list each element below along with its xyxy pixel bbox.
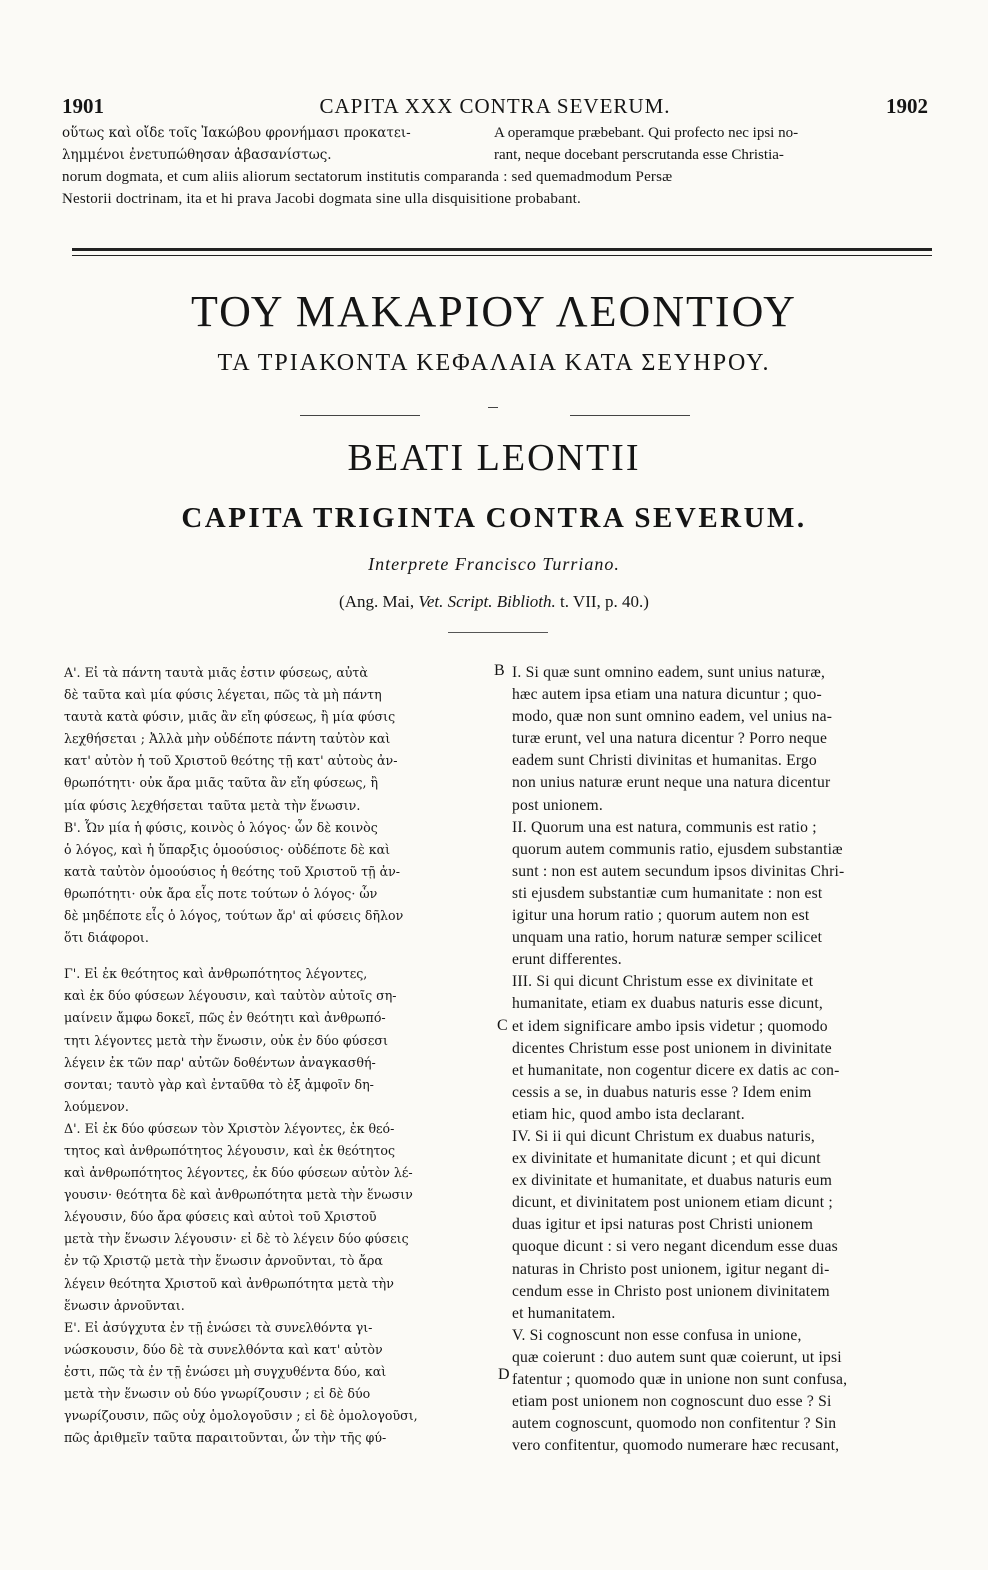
greek-line: τητος καὶ ἀνθρωπότητος λέγουσιν, καὶ ἐκ θεότητος — [64, 1142, 396, 1158]
greek-text-line: οὕτως καὶ οἴδε τοῖς Ἰακώβου φρονήμασι προκατει- — [62, 125, 411, 141]
greek-line: λέγειν ἐκ τῶν παρ' αὐτῶν δοθέντων ἀναγκασθή- — [64, 1054, 376, 1070]
running-title: CAPITA XXX CONTRA SEVERUM. — [319, 94, 671, 118]
latin-line: sunt : non est autem secundum ipsos divinitas Chri- — [512, 862, 845, 880]
greek-line: ἐν τῷ Χριστῷ μετὰ τὴν ἕνωσιν ἀρνοῦνται, τὸ ἄρα — [64, 1253, 383, 1269]
greek-line: λούμενον. — [64, 1098, 129, 1114]
margin-marker-c: C — [497, 1017, 508, 1034]
latin-line: etiam post unionem non cognoscunt duo esse ? Si — [512, 1393, 832, 1411]
greek-line: Α'. Εἰ τὰ πάντη ταυτὰ μιᾶς ἐστιν φύσεως, αὐτὰ — [64, 665, 368, 680]
latin-line: non unius naturæ erunt neque una natura dicentur — [512, 774, 831, 792]
greek-line: τητι λέγοντες μετὰ τὴν ἕνωσιν, οὐκ ἐν δύο φύσεσι — [64, 1032, 388, 1048]
greek-line: μετὰ τὴν ἕνωσιν λέγουσιν· εἰ δὲ τὸ λέγειν δύο φύσεις — [64, 1231, 409, 1247]
latin-line: dicunt, et divinitatem post unionem etiam dicunt ; — [512, 1194, 833, 1212]
left-page-number: 1901 — [62, 94, 104, 118]
greek-line: καὶ ἐκ δύο φύσεων λέγουσιν, καὶ ταὐτὸν αὐτοῖς ση- — [64, 988, 397, 1004]
greek-line: σονται; ταυτὸ γὰρ καὶ ἐνταῦθα τὸ ἐξ ἀμφοῖν δη- — [64, 1076, 374, 1092]
continuation-row — [62, 122, 928, 144]
source-citation — [0, 592, 988, 612]
greek-paragraph — [64, 817, 490, 950]
latin-line: unquam una ratio, horum naturæ semper scilicet — [512, 929, 823, 947]
margin-marker-b: B — [494, 662, 505, 679]
latin-text-line: A operamque præbebant. Qui profecto nec ipsi no- — [494, 125, 799, 141]
greek-line: λέγουσιν, δύο ἄρα φύσεις καὶ αὐτοὶ τοῦ Χριστοῦ — [64, 1209, 377, 1225]
latin-line: humanitate, etiam ex duabus naturis esse dicunt, — [512, 995, 823, 1013]
greek-text-line: λημμένοι ἐνετυπώθησαν ἀβασανίστως. — [62, 147, 332, 163]
latin-paragraph — [512, 1325, 932, 1458]
latin-line: quorum autem communis ratio, ejusdem substantiæ — [512, 840, 843, 858]
greek-line: δὲ ταῦτα καὶ μία φύσις λέγεται, πῶς τὰ μὴ πάντη — [64, 687, 382, 703]
latin-line: quoque dicunt : si vero negant dicendum esse duas — [512, 1238, 838, 1256]
margin-marker-d: D — [498, 1366, 510, 1383]
source-work: Vet. Script. Biblioth. — [418, 592, 556, 611]
greek-line: μαίνειν ἄμφω δοκεῖ, πῶς ἐν θεότητι καὶ ἀνθρωπό- — [64, 1010, 386, 1026]
latin-line: cessis a se, in duabus naturis esse ? Idem enim — [512, 1083, 812, 1101]
latin-line: I. Si quæ sunt omnino eadem, sunt unius naturæ, — [512, 664, 826, 681]
latin-text-line: rant, neque docebant perscrutanda esse Christia- — [494, 147, 784, 163]
latin-line: turæ erunt, vel una natura dicentur ? Porro neque — [512, 730, 828, 748]
latin-subtitle: CAPITA TRIGINTA CONTRA SEVERUM. — [181, 502, 807, 534]
greek-line: νώσκουσιν, δύο δὲ τὰ συνελθόντα καὶ κατ' αὐτὸν — [64, 1341, 383, 1357]
section-divider — [72, 248, 932, 251]
greek-title: ΤΟΥ ΜΑΚΑΡΙΟΥ ΛΕΟΝΤΙΟΥ — [191, 287, 797, 336]
greek-line: μετὰ τὴν ἕνωσιν οὐ δύο γνωρίζουσιν ; εἰ δὲ δύο — [64, 1386, 371, 1401]
greek-line: γνωρίζουσιν, πῶς οὐχ ὁμολογοῦσιν ; εἰ δὲ ὁμολογοῦσι, — [64, 1408, 418, 1424]
greek-line: κατ' αὐτὸν ἡ τοῦ Χριστοῦ θεότης τῇ κατ' αὐτοὺς ἀν- — [64, 753, 398, 769]
greek-line: καὶ ἀνθρωπότητος λέγοντες, ἐκ δύο φύσεων αὐτὸν λέ- — [64, 1165, 413, 1181]
latin-paragraph — [512, 971, 932, 1126]
greek-line: μία φύσις λεχθήσεται ταῦτα μετὰ τὴν ἕνωσιν. — [64, 797, 361, 813]
latin-line: hæc autem ipsa etiam una natura dicuntur ; quo- — [512, 686, 822, 704]
greek-line: ἐστι, πῶς τὰ ἐν τῇ ἑνώσει μὴ συγχυθέντα δύο, καὶ — [64, 1363, 387, 1379]
latin-line: et humanitatem. — [512, 1304, 616, 1322]
ornament-rule — [300, 415, 420, 416]
greek-line: ταυτὰ κατὰ φύσιν, μιᾶς ἂν εἴη φύσεως, ἢ μία φύσις — [64, 709, 396, 725]
latin-line: III. Si qui dicunt Christum esse ex divinitate et — [512, 973, 814, 991]
latin-line: ex divinitate et humanitate, et duabus naturis eum — [512, 1172, 833, 1190]
greek-line: Γ'. Εἰ ἐκ θεότητος καὶ ἀνθρωπότητος λέγοντες, — [64, 966, 368, 982]
latin-line: autem cognoscunt, quomodo non confitentur ? Sin — [512, 1415, 837, 1433]
greek-line: δὲ μηδέποτε εἷς ὁ λόγος, τούτων ἄρ' αἱ φύσεις δῆλον — [64, 908, 404, 924]
greek-column — [64, 662, 490, 1449]
right-page-number: 1902 — [886, 94, 928, 118]
greek-paragraph — [64, 963, 490, 1118]
greek-line: λεχθήσεται ; Ἀλλὰ μὴν οὐδέποτε πάντη ταὐτὸν καὶ — [64, 731, 391, 747]
greek-line: θρωπότητι· οὐκ ἄρα εἷς ποτε τούτων ὁ λόγος· ὧν — [64, 885, 378, 901]
latin-line: ex divinitate et humanitate dicunt ; et qui dicunt — [512, 1150, 821, 1168]
latin-line: dicentes Christum esse post unionem in divinitate — [512, 1039, 832, 1057]
latin-paragraph — [512, 817, 932, 972]
latin-paragraph — [512, 1126, 932, 1325]
latin-paragraph — [512, 662, 932, 817]
greek-line: ἕνωσιν ἀρνοῦνται. — [64, 1297, 185, 1313]
latin-line: post unionem. — [512, 796, 603, 814]
latin-line: erunt differentes. — [512, 951, 622, 969]
greek-line: γουσιν· θεότητα δὲ καὶ ἀνθρωπότητα μετὰ τὴν ἕνωσιν — [64, 1187, 413, 1203]
running-header — [62, 94, 928, 120]
latin-line: cendum esse in Christo post unionem divinitatem — [512, 1282, 830, 1300]
continuation-text — [62, 122, 928, 210]
latin-line: IV. Si ii qui dicunt Christum ex duabus naturis, — [512, 1127, 815, 1145]
latin-line: V. Si cognoscunt non esse confusa in unione, — [512, 1326, 802, 1344]
greek-line: λέγειν θεότητα Χριστοῦ καὶ ἀνθρωπότητα μετὰ τὴν — [64, 1275, 394, 1291]
greek-line: Β'. Ὧν μία ἡ φύσις, κοινὸς ὁ λόγος· ὧν δὲ κοινὸς — [64, 819, 378, 835]
latin-line: eadem sunt Christi divinitas et humanitas. Ergo — [512, 752, 817, 770]
source-suffix: t. VII, p. 40.) — [555, 592, 649, 611]
continuation-row — [62, 144, 928, 166]
interpreter-line: Interprete Francisco Turriano. — [368, 554, 620, 574]
latin-line: sti ejusdem substantiæ cum humanitate : non est — [512, 884, 823, 902]
latin-line: et idem significare ambo ipsis videtur ; quomodo — [512, 1017, 828, 1035]
ornament-rule — [570, 415, 690, 416]
latin-line: et humanitate, non cogentur dicere ex datis ac con- — [512, 1061, 840, 1079]
paragraph-gap — [64, 949, 490, 963]
latin-title: BEATI LEONTII — [347, 437, 641, 479]
latin-line: igitur una horum ratio ; quorum autem non est — [512, 907, 810, 925]
greek-line: κατὰ ταὐτὸν ὁμοούσιος ἡ θεότης τοῦ Χριστοῦ τῇ ἀν- — [64, 863, 401, 879]
latin-line: modo, quæ non sunt omnino eadem, vel unius na- — [512, 708, 833, 726]
ornament-rule — [488, 407, 498, 408]
greek-line: Ε'. Εἰ ἀσύγχυτα ἐν τῇ ἑνώσει τὰ συνελθόντα γι- — [64, 1319, 373, 1335]
latin-column — [512, 662, 932, 1457]
latin-line: duas igitur et ipsi naturas post Christi unionem — [512, 1216, 814, 1234]
source-prefix: (Ang. Mai, — [339, 592, 419, 611]
greek-subtitle: ΤΑ ΤΡΙΑΚΟΝΤΑ ΚΕΦΑΛΑΙΑ ΚΑΤΑ ΣΕΥΗΡΟΥ. — [217, 350, 771, 376]
greek-line: Δ'. Εἰ ἐκ δύο φύσεων τὸν Χριστὸν λέγοντες, ἐκ θεό- — [64, 1120, 395, 1136]
greek-paragraph — [64, 1317, 490, 1450]
greek-paragraph — [64, 1118, 490, 1317]
latin-line: II. Quorum una est natura, communis est ratio ; — [512, 818, 817, 836]
latin-line: naturas in Christo post unionem, igitur negant di- — [512, 1260, 830, 1278]
ornament-rule — [448, 632, 548, 633]
greek-paragraph — [64, 662, 490, 817]
latin-line: quæ coierunt : duo autem sunt quæ coierunt, ut ipsi — [512, 1348, 842, 1366]
latin-text-line: norum dogmata, et cum aliis aliorum sectatorum institutis comparanda : sed quemadmodum Persæ — [62, 169, 673, 185]
greek-line: θρωπότητι· οὐκ ἄρα μιᾶς ταῦτα ἂν εἴη φύσεως, ἢ — [64, 775, 378, 791]
latin-line: vero confitentur, quomodo numerare hæc recusant, — [512, 1437, 840, 1455]
latin-text-line: Nestorii doctrinam, ita et hi prava Jacobi dogmata sine ulla disquisitione probabant. — [62, 191, 581, 207]
latin-line: fatentur ; quomodo quæ in unione non sunt confusa, — [512, 1371, 848, 1388]
section-divider-thin — [72, 255, 932, 256]
latin-line: etiam hic, quod ambo ista declarant. — [512, 1105, 745, 1123]
greek-line: ὁ λόγος, καὶ ἡ ὕπαρξις ὁμοούσιος· οὐδέποτε δὲ καὶ — [64, 841, 391, 857]
greek-line: ὅτι διάφοροι. — [64, 930, 149, 946]
greek-line: πῶς ἀριθμεῖν ταῦτα παραιτοῦνται, ὧν τὴν τῆς φύ- — [64, 1430, 387, 1446]
